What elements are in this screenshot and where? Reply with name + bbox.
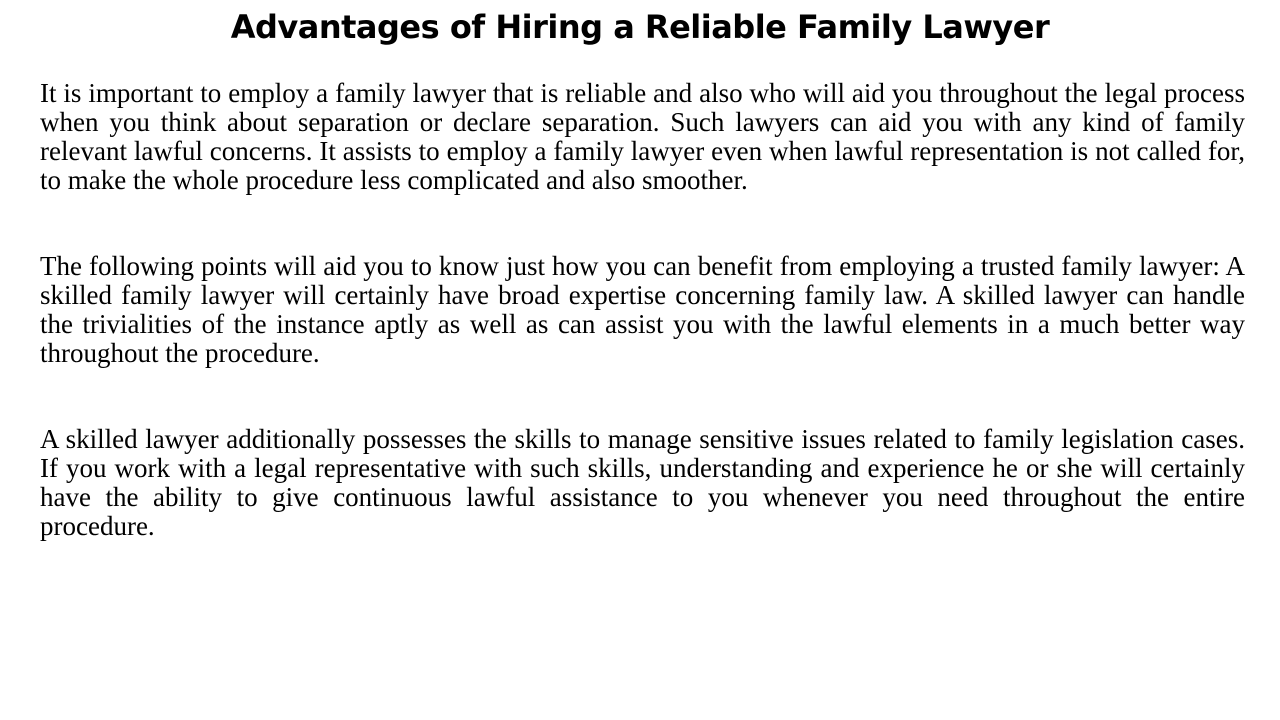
- paragraph-benefits: The following points will aid you to know just how you can benefit from employing a trusted family lawyer: A skilled family lawyer will certainly have broad expertise concerning family law. A skilled lawyer can handle the trivialities of the instance aptly as well as can assist you with the lawful elements in a much better way throughout the procedure.: [40, 251, 1245, 368]
- paragraph-skills: A skilled lawyer additionally possesses the skills to manage sensitive issues related to family legislation cases. If you work with a legal representative with such skills, understanding and experience he or she will certainly have the ability to give continuous lawful assistance to you whenever you need throughout the entire procedure.: [40, 424, 1245, 541]
- paragraph-intro: It is important to employ a family lawyer that is reliable and also who will aid you throughout the legal process when you think about separation or declare separation. Such lawyers can aid you with any kind of family relevant lawful concerns. It assists to employ a family lawyer even when lawful representation is not called for, to make the whole procedure less complicated and also smoother.: [40, 78, 1245, 195]
- slide-title: Advantages of Hiring a Reliable Family Lawyer: [230, 8, 1050, 46]
